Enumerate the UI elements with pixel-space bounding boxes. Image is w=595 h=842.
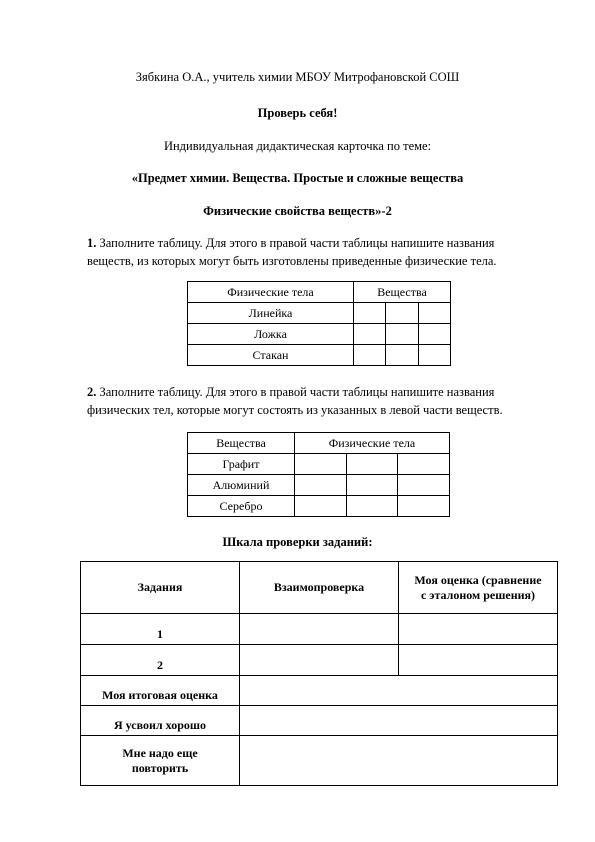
scale-header-my-grade-line2: с эталоном решения): [420, 587, 536, 602]
scale-final-grade: Моя итоговая оценка: [81, 676, 240, 706]
task2-blank-cell[interactable]: [295, 475, 347, 496]
topic-line-1: «Предмет химии. Вещества. Простые и сложные вещества: [131, 171, 464, 185]
scale-blank-cell[interactable]: [240, 614, 399, 645]
task1-blank-cell[interactable]: [418, 303, 450, 324]
scale-task-2: 2: [81, 645, 240, 676]
task1-blank-cell[interactable]: [418, 345, 450, 366]
task2-blank-cell[interactable]: [346, 496, 398, 517]
task1-header-bodies: Физические тела: [188, 282, 354, 303]
task2-text: [87, 383, 547, 419]
task1-blank-cell[interactable]: [354, 324, 386, 345]
task2-blank-cell[interactable]: [398, 475, 450, 496]
task1-line1: Заполните таблицу. Для этого в правой части таблицы напишите названия: [99, 236, 495, 250]
scale-table: [80, 561, 558, 786]
task2-blank-cell[interactable]: [295, 454, 347, 475]
task2-blank-cell[interactable]: [398, 454, 450, 475]
task1-blank-cell[interactable]: [418, 324, 450, 345]
scale-blank-cell[interactable]: [240, 645, 399, 676]
task1-text: [87, 234, 547, 270]
task1-blank-cell[interactable]: [354, 345, 386, 366]
scale-need-repeat: [81, 736, 240, 786]
task2-row-label: Алюминий: [188, 475, 295, 496]
task1-row-label: Линейка: [188, 303, 354, 324]
task2-table: [187, 432, 450, 517]
scale-header-my-grade: [399, 562, 558, 614]
task1-header-substances: Вещества: [354, 282, 451, 303]
task1-blank-cell[interactable]: [354, 303, 386, 324]
task2-blank-cell[interactable]: [346, 475, 398, 496]
check-title: Проверь себя!: [257, 106, 338, 120]
scale-blank-cell[interactable]: [399, 645, 558, 676]
task2-header-substances: Вещества: [188, 433, 295, 454]
task2-row-label: Серебро: [188, 496, 295, 517]
task1-blank-cell[interactable]: [386, 324, 418, 345]
scale-header-peer-review: Взаимопроверка: [240, 562, 399, 614]
scale-blank-cell[interactable]: [240, 706, 558, 736]
task2-line2: физических тел, которые могут состоять из указанных в левой части веществ.: [87, 403, 503, 417]
scale-blank-cell[interactable]: [240, 736, 558, 786]
scale-task-1: 1: [81, 614, 240, 645]
task2-row-label: Графит: [188, 454, 295, 475]
task1-blank-cell[interactable]: [386, 303, 418, 324]
author-line: Зябкина О.А., учитель химии МБОУ Митрофановской СОШ: [135, 70, 460, 84]
scale-header-my-grade-line1: Моя оценка (сравнение: [414, 572, 542, 587]
scale-need-repeat-line2: повторить: [131, 760, 189, 775]
task2-blank-cell[interactable]: [398, 496, 450, 517]
task2-line1: Заполните таблицу. Для этого в правой части таблицы напишите названия: [99, 385, 495, 399]
task1-line2: веществ, из которых могут быть изготовлены приведенные физические тела.: [87, 254, 497, 268]
task2-blank-cell[interactable]: [295, 496, 347, 517]
task1-row-label: Стакан: [188, 345, 354, 366]
task1-row-label: Ложка: [188, 324, 354, 345]
scale-blank-cell[interactable]: [240, 676, 558, 706]
task2-header-bodies: Физические тела: [295, 433, 450, 454]
task2-blank-cell[interactable]: [346, 454, 398, 475]
scale-learned-well: Я усвоил хорошо: [81, 706, 240, 736]
task2-number: 2.: [87, 385, 97, 399]
task1-table: [187, 281, 451, 366]
topic-line-2: Физические свойства веществ»-2: [203, 204, 392, 218]
scale-blank-cell[interactable]: [399, 614, 558, 645]
scale-title: Шкала проверки заданий:: [222, 535, 373, 549]
card-title: Индивидуальная дидактическая карточка по теме:: [163, 139, 432, 153]
scale-header-tasks: Задания: [81, 562, 240, 614]
scale-need-repeat-line1: Мне надо еще: [122, 745, 198, 760]
task1-number: 1.: [87, 236, 97, 250]
task1-blank-cell[interactable]: [386, 345, 418, 366]
